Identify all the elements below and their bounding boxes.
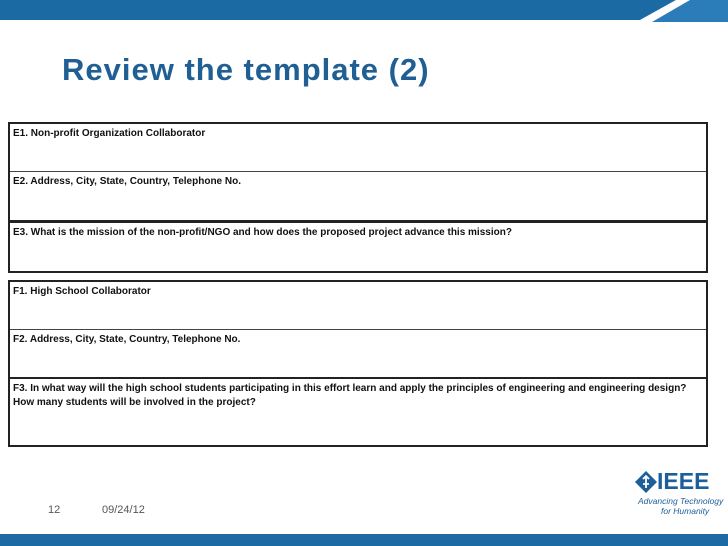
bottom-bar [0,534,728,546]
page-number: 12 [48,504,61,516]
e3-label: E3. What is the mission of the non-profit/NGO and how does the proposed project advance this mission? [13,227,512,238]
form-row-e2[interactable] [10,172,706,220]
f1-label: F1. High School Collaborator [13,286,151,297]
f2-label: F2. Address, City, State, Country, Telephone No. [13,334,241,345]
form-row-f1[interactable] [10,282,706,330]
ieee-diamond-icon [634,470,658,494]
form-row-f3[interactable] [10,379,706,445]
form-row-e3[interactable] [10,223,706,271]
form-block-f1-f2 [8,280,708,380]
form-block-e3 [8,221,708,273]
e2-label: E2. Address, City, State, Country, Telephone No. [13,176,241,187]
ieee-tagline-line2: for Humanity [661,506,710,516]
ieee-logo [630,468,724,518]
form-block-f3 [8,377,708,447]
ieee-tagline-line1: Advancing Technology [638,496,724,506]
top-bar [0,0,728,22]
slide-title: Review the template (2) [62,52,430,87]
slide-date: 09/24/12 [102,504,145,516]
ieee-wordmark: IEEE [657,468,710,494]
form-row-e1[interactable] [10,124,706,172]
form-block-e1-e2 [8,122,708,222]
e1-label: E1. Non-profit Organization Collaborator [13,128,206,139]
f3-label: F3. In what way will the high school students participating in this effort learn and apply the principles of engineering and engineering design? How many students will be involved in the project? [13,383,687,408]
form-row-f2[interactable] [10,330,706,378]
